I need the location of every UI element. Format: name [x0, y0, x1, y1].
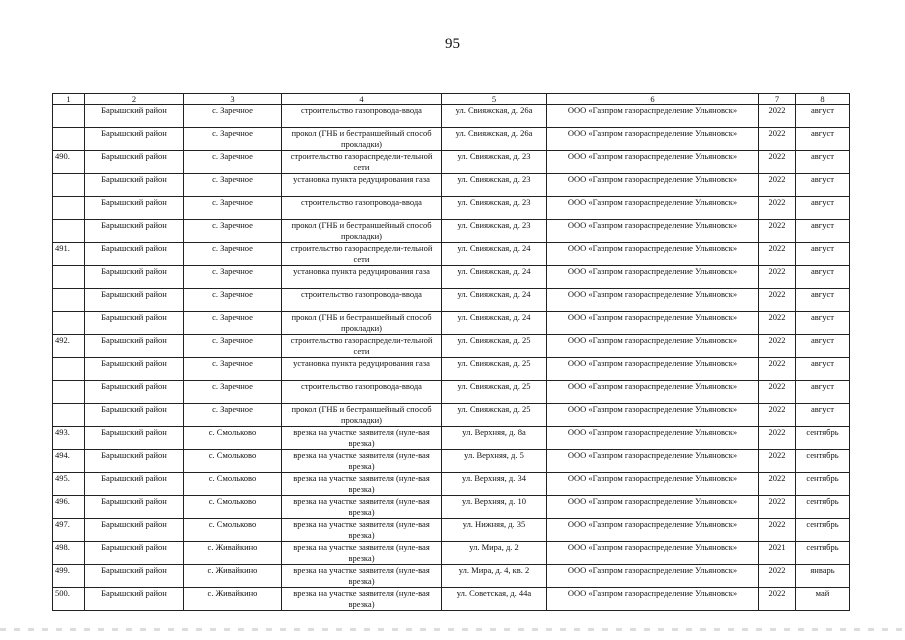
settlement-cell: с. Заречное — [184, 404, 282, 427]
table-row — [53, 243, 850, 266]
table-row — [53, 105, 850, 128]
row-number-cell: 494. — [53, 450, 85, 473]
organization-cell: ООО «Газпром газораспределение Ульяновск» — [547, 128, 759, 151]
district-cell: Барышский район — [85, 450, 184, 473]
table-row — [53, 289, 850, 312]
address-cell: ул. Свияжская, д. 24 — [442, 289, 547, 312]
district-cell: Барышский район — [85, 565, 184, 588]
organization-cell: ООО «Газпром газораспределение Ульяновск» — [547, 565, 759, 588]
settlement-cell: с. Заречное — [184, 151, 282, 174]
settlement-cell: с. Заречное — [184, 381, 282, 404]
organization-cell: ООО «Газпром газораспределение Ульяновск» — [547, 381, 759, 404]
settlement-cell: с. Заречное — [184, 128, 282, 151]
work-type-cell: прокол (ГНБ и бестраншейный способ прокладки) — [282, 220, 442, 243]
settlement-cell: с. Живайкино — [184, 542, 282, 565]
year-cell: 2022 — [759, 588, 796, 611]
table-row — [53, 404, 850, 427]
district-cell: Барышский район — [85, 105, 184, 128]
district-cell: Барышский район — [85, 128, 184, 151]
work-type-cell: строительство газораспредели-тельной сети — [282, 151, 442, 174]
address-cell: ул. Свияжская, д. 23 — [442, 197, 547, 220]
work-type-cell: установка пункта редуцирования газа — [282, 358, 442, 381]
header-row — [53, 94, 850, 105]
address-cell: ул. Верхняя, д. 34 — [442, 473, 547, 496]
row-number-cell: 496. — [53, 496, 85, 519]
table-row — [53, 450, 850, 473]
work-type-cell: строительство газопровода-ввода — [282, 105, 442, 128]
month-cell: август — [796, 105, 850, 128]
row-number-cell: 498. — [53, 542, 85, 565]
month-cell: сентябрь — [796, 496, 850, 519]
row-number-cell — [53, 358, 85, 381]
address-cell: ул. Свияжская, д. 23 — [442, 174, 547, 197]
month-cell: август — [796, 151, 850, 174]
address-cell: ул. Свияжская, д. 25 — [442, 381, 547, 404]
table-row — [53, 565, 850, 588]
organization-cell: ООО «Газпром газораспределение Ульяновск» — [547, 266, 759, 289]
district-cell: Барышский район — [85, 197, 184, 220]
table-row — [53, 473, 850, 496]
year-cell: 2022 — [759, 243, 796, 266]
table-row — [53, 496, 850, 519]
district-cell: Барышский район — [85, 289, 184, 312]
table-row — [53, 427, 850, 450]
settlement-cell: с. Заречное — [184, 197, 282, 220]
header-cell-4: 4 — [282, 94, 442, 105]
page-number: 95 — [445, 36, 460, 52]
month-cell: август — [796, 128, 850, 151]
year-cell: 2022 — [759, 174, 796, 197]
row-number-cell — [53, 197, 85, 220]
district-cell: Барышский район — [85, 427, 184, 450]
row-number-cell: 491. — [53, 243, 85, 266]
organization-cell: ООО «Газпром газораспределение Ульяновск» — [547, 174, 759, 197]
year-cell: 2022 — [759, 312, 796, 335]
work-type-cell: прокол (ГНБ и бестраншейный способ прокладки) — [282, 128, 442, 151]
address-cell: ул. Советская, д. 44а — [442, 588, 547, 611]
table-row — [53, 519, 850, 542]
table-row — [53, 358, 850, 381]
work-type-cell: установка пункта редуцирования газа — [282, 174, 442, 197]
month-cell: сентябрь — [796, 427, 850, 450]
month-cell: август — [796, 243, 850, 266]
work-type-cell: врезка на участке заявителя (нуле-вая врезка) — [282, 473, 442, 496]
row-number-cell — [53, 289, 85, 312]
district-cell: Барышский район — [85, 519, 184, 542]
row-number-cell — [53, 128, 85, 151]
row-number-cell — [53, 404, 85, 427]
settlement-cell: с. Смольково — [184, 427, 282, 450]
works-table — [52, 93, 850, 611]
address-cell: ул. Свияжская, д. 26а — [442, 105, 547, 128]
row-number-cell — [53, 381, 85, 404]
address-cell: ул. Мира, д. 2 — [442, 542, 547, 565]
organization-cell: ООО «Газпром газораспределение Ульяновск» — [547, 496, 759, 519]
settlement-cell: с. Смольково — [184, 450, 282, 473]
work-type-cell: врезка на участке заявителя (нуле-вая врезка) — [282, 450, 442, 473]
month-cell: сентябрь — [796, 519, 850, 542]
settlement-cell: с. Заречное — [184, 335, 282, 358]
organization-cell: ООО «Газпром газораспределение Ульяновск» — [547, 404, 759, 427]
organization-cell: ООО «Газпром газораспределение Ульяновск» — [547, 151, 759, 174]
row-number-cell: 490. — [53, 151, 85, 174]
year-cell: 2022 — [759, 404, 796, 427]
year-cell: 2022 — [759, 381, 796, 404]
address-cell: ул. Свияжская, д. 26а — [442, 128, 547, 151]
year-cell: 2022 — [759, 496, 796, 519]
row-number-cell — [53, 220, 85, 243]
settlement-cell: с. Заречное — [184, 243, 282, 266]
organization-cell: ООО «Газпром газораспределение Ульяновск» — [547, 289, 759, 312]
district-cell: Барышский район — [85, 220, 184, 243]
settlement-cell: с. Заречное — [184, 289, 282, 312]
row-number-cell: 500. — [53, 588, 85, 611]
year-cell: 2022 — [759, 289, 796, 312]
work-type-cell: установка пункта редуцирования газа — [282, 266, 442, 289]
year-cell: 2021 — [759, 542, 796, 565]
address-cell: ул. Свияжская, д. 24 — [442, 243, 547, 266]
district-cell: Барышский район — [85, 151, 184, 174]
row-number-cell: 492. — [53, 335, 85, 358]
settlement-cell: с. Смольково — [184, 496, 282, 519]
address-cell: ул. Верхняя, д. 5 — [442, 450, 547, 473]
work-type-cell: строительство газораспредели-тельной сети — [282, 335, 442, 358]
year-cell: 2022 — [759, 151, 796, 174]
district-cell: Барышский район — [85, 542, 184, 565]
month-cell: май — [796, 588, 850, 611]
month-cell: август — [796, 266, 850, 289]
work-type-cell: врезка на участке заявителя (нуле-вая врезка) — [282, 588, 442, 611]
settlement-cell: с. Смольково — [184, 519, 282, 542]
month-cell: сентябрь — [796, 473, 850, 496]
address-cell: ул. Свияжская, д. 25 — [442, 335, 547, 358]
settlement-cell: с. Заречное — [184, 312, 282, 335]
address-cell: ул. Свияжская, д. 23 — [442, 151, 547, 174]
year-cell: 2022 — [759, 427, 796, 450]
settlement-cell: с. Заречное — [184, 266, 282, 289]
address-cell: ул. Свияжская, д. 25 — [442, 358, 547, 381]
organization-cell: ООО «Газпром газораспределение Ульяновск» — [547, 243, 759, 266]
district-cell: Барышский район — [85, 243, 184, 266]
month-cell: сентябрь — [796, 450, 850, 473]
month-cell: август — [796, 289, 850, 312]
district-cell: Барышский район — [85, 174, 184, 197]
work-type-cell: прокол (ГНБ и бестраншейный способ прокладки) — [282, 312, 442, 335]
organization-cell: ООО «Газпром газораспределение Ульяновск» — [547, 427, 759, 450]
district-cell: Барышский район — [85, 335, 184, 358]
work-type-cell: строительство газопровода-ввода — [282, 289, 442, 312]
header-cell-2: 2 — [85, 94, 184, 105]
settlement-cell: с. Живайкино — [184, 565, 282, 588]
address-cell: ул. Нижняя, д. 35 — [442, 519, 547, 542]
table-row — [53, 312, 850, 335]
work-type-cell: врезка на участке заявителя (нуле-вая врезка) — [282, 427, 442, 450]
address-cell: ул. Мира, д. 4, кв. 2 — [442, 565, 547, 588]
header-cell-5: 5 — [442, 94, 547, 105]
year-cell: 2022 — [759, 105, 796, 128]
table-row — [53, 542, 850, 565]
organization-cell: ООО «Газпром газораспределение Ульяновск» — [547, 450, 759, 473]
row-number-cell — [53, 266, 85, 289]
table-row — [53, 381, 850, 404]
settlement-cell: с. Заречное — [184, 105, 282, 128]
row-number-cell: 499. — [53, 565, 85, 588]
district-cell: Барышский район — [85, 381, 184, 404]
month-cell: август — [796, 220, 850, 243]
table-row — [53, 174, 850, 197]
work-type-cell: прокол (ГНБ и бестраншейный способ прокладки) — [282, 404, 442, 427]
year-cell: 2022 — [759, 197, 796, 220]
settlement-cell: с. Заречное — [184, 358, 282, 381]
organization-cell: ООО «Газпром газораспределение Ульяновск» — [547, 197, 759, 220]
year-cell: 2022 — [759, 519, 796, 542]
row-number-cell: 497. — [53, 519, 85, 542]
organization-cell: ООО «Газпром газораспределение Ульяновск» — [547, 588, 759, 611]
year-cell: 2022 — [759, 450, 796, 473]
organization-cell: ООО «Газпром газораспределение Ульяновск» — [547, 519, 759, 542]
year-cell: 2022 — [759, 220, 796, 243]
settlement-cell: с. Живайкино — [184, 588, 282, 611]
organization-cell: ООО «Газпром газораспределение Ульяновск» — [547, 335, 759, 358]
year-cell: 2022 — [759, 473, 796, 496]
year-cell: 2022 — [759, 266, 796, 289]
address-cell: ул. Верхняя, д. 8а — [442, 427, 547, 450]
row-number-cell — [53, 174, 85, 197]
work-type-cell: врезка на участке заявителя (нуле-вая врезка) — [282, 496, 442, 519]
header-cell-3: 3 — [184, 94, 282, 105]
work-type-cell: врезка на участке заявителя (нуле-вая врезка) — [282, 519, 442, 542]
organization-cell: ООО «Газпром газораспределение Ульяновск» — [547, 542, 759, 565]
month-cell: август — [796, 335, 850, 358]
district-cell: Барышский район — [85, 266, 184, 289]
table-row — [53, 220, 850, 243]
month-cell: август — [796, 381, 850, 404]
district-cell: Барышский район — [85, 358, 184, 381]
organization-cell: ООО «Газпром газораспределение Ульяновск» — [547, 312, 759, 335]
district-cell: Барышский район — [85, 312, 184, 335]
district-cell: Барышский район — [85, 473, 184, 496]
settlement-cell: с. Смольково — [184, 473, 282, 496]
scan-edge-artifact — [0, 628, 905, 631]
address-cell: ул. Свияжская, д. 23 — [442, 220, 547, 243]
month-cell: сентябрь — [796, 542, 850, 565]
table-row — [53, 151, 850, 174]
table-row — [53, 266, 850, 289]
month-cell: август — [796, 404, 850, 427]
header-cell-8: 8 — [796, 94, 850, 105]
district-cell: Барышский район — [85, 588, 184, 611]
table-row — [53, 588, 850, 611]
header-cell-6: 6 — [547, 94, 759, 105]
work-type-cell: врезка на участке заявителя (нуле-вая врезка) — [282, 542, 442, 565]
row-number-cell — [53, 105, 85, 128]
district-cell: Барышский район — [85, 404, 184, 427]
header-cell-7: 7 — [759, 94, 796, 105]
row-number-cell: 495. — [53, 473, 85, 496]
row-number-cell — [53, 312, 85, 335]
month-cell: август — [796, 358, 850, 381]
table-body — [53, 94, 850, 611]
work-type-cell: строительство газопровода-ввода — [282, 197, 442, 220]
header-cell-1: 1 — [53, 94, 85, 105]
table-row — [53, 335, 850, 358]
month-cell: август — [796, 174, 850, 197]
address-cell: ул. Свияжская, д. 24 — [442, 312, 547, 335]
organization-cell: ООО «Газпром газораспределение Ульяновск» — [547, 358, 759, 381]
year-cell: 2022 — [759, 565, 796, 588]
district-cell: Барышский район — [85, 496, 184, 519]
work-type-cell: строительство газопровода-ввода — [282, 381, 442, 404]
work-type-cell: врезка на участке заявителя (нуле-вая врезка) — [282, 565, 442, 588]
address-cell: ул. Свияжская, д. 25 — [442, 404, 547, 427]
settlement-cell: с. Заречное — [184, 174, 282, 197]
month-cell: январь — [796, 565, 850, 588]
work-type-cell: строительство газораспредели-тельной сети — [282, 243, 442, 266]
year-cell: 2022 — [759, 128, 796, 151]
organization-cell: ООО «Газпром газораспределение Ульяновск» — [547, 473, 759, 496]
address-cell: ул. Свияжская, д. 24 — [442, 266, 547, 289]
organization-cell: ООО «Газпром газораспределение Ульяновск» — [547, 220, 759, 243]
year-cell: 2022 — [759, 335, 796, 358]
month-cell: август — [796, 312, 850, 335]
row-number-cell: 493. — [53, 427, 85, 450]
year-cell: 2022 — [759, 358, 796, 381]
table-row — [53, 197, 850, 220]
table-row — [53, 128, 850, 151]
organization-cell: ООО «Газпром газораспределение Ульяновск» — [547, 105, 759, 128]
settlement-cell: с. Заречное — [184, 220, 282, 243]
address-cell: ул. Верхняя, д. 10 — [442, 496, 547, 519]
month-cell: август — [796, 197, 850, 220]
